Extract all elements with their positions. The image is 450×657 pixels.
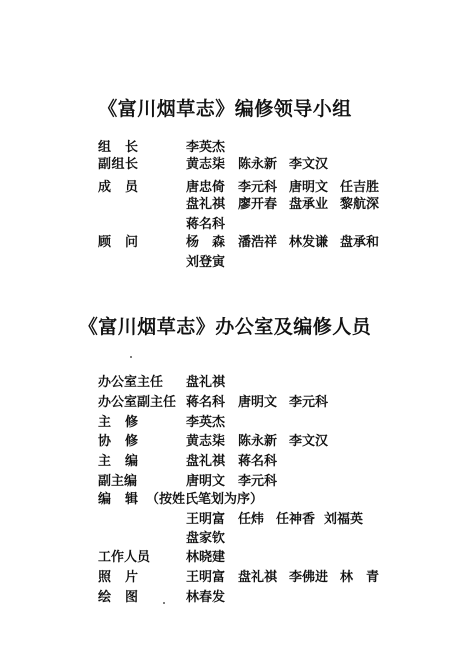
role-label: 照 片 [98, 570, 139, 585]
member-name: 黄志柒 [186, 434, 226, 449]
member-name: 李英杰 [186, 415, 226, 430]
member-name: 蒋名科 [238, 454, 278, 469]
member-name: 李文汉 [289, 434, 329, 449]
member-name: 蒋名科 [186, 217, 226, 232]
role-label: 顾 问 [98, 235, 139, 250]
member-name: 任吉胜 [340, 180, 380, 195]
member-name: 李元科 [238, 474, 278, 489]
member-name: 蒋名科 [186, 395, 226, 410]
member-name: 唐明文 [186, 474, 226, 489]
list-item [0, 392, 450, 414]
list-item [0, 547, 450, 569]
member-name: 盘礼祺 [186, 454, 226, 469]
member-name: 林春发 [186, 590, 226, 605]
member-name: 刘登寅 [186, 255, 226, 270]
member-name: 廖开春 [238, 197, 278, 212]
list-item [0, 232, 450, 254]
list-item [0, 587, 450, 609]
role-label: 编 辑 [98, 492, 139, 507]
list-item [0, 431, 450, 453]
member-name: 李元科 [289, 395, 329, 410]
section1-title: 《富川烟草志》编修领导小组 [98, 98, 352, 120]
member-name: 林 青 [340, 570, 380, 585]
member-name: 唐明文 [289, 180, 329, 195]
role-label: 主 编 [98, 454, 139, 469]
member-name: 潘浩祥 [238, 235, 278, 250]
member-name: 盘承业 [289, 197, 329, 212]
member-name: 林晓建 [186, 550, 226, 565]
member-name: 唐明文 [238, 395, 278, 410]
member-name: 盘承和 [340, 235, 380, 250]
member-name: 王明富 [186, 512, 226, 527]
ordering-note: （按姓氏笔划为序） [146, 492, 264, 507]
member-name: 盘家钦 [186, 531, 226, 546]
list-item [0, 567, 450, 589]
member-name: 李佛进 [289, 570, 329, 585]
role-label: 副主编 [98, 474, 138, 489]
member-name: 盘礼祺 [238, 570, 278, 585]
list-item [0, 451, 450, 473]
member-name: 黄志柒 [186, 157, 226, 172]
member-name: 任神香 [276, 512, 316, 527]
member-name: 李英杰 [186, 140, 226, 155]
member-name: 盘礼祺 [186, 375, 226, 390]
role-label: 办公室主任 [98, 375, 164, 390]
member-name: 刘福英 [324, 512, 364, 527]
member-name: 李文汉 [289, 157, 329, 172]
list-item [0, 154, 450, 176]
role-label: 办公室副主任 [98, 395, 177, 410]
member-name: 林发谦 [289, 235, 329, 250]
member-name: 李元科 [238, 180, 278, 195]
member-name: 陈永新 [238, 434, 278, 449]
list-item [0, 252, 450, 274]
member-name: 任炜 [238, 512, 265, 527]
role-label: 成 员 [98, 180, 139, 195]
member-name: 杨 森 [186, 235, 226, 250]
list-item [0, 372, 450, 394]
list-item [0, 194, 450, 216]
role-label: 绘 图 [98, 590, 139, 605]
role-label: 协 修 [98, 434, 139, 449]
role-label: 工作人员 [98, 550, 151, 565]
speck [130, 356, 132, 358]
role-label: 副组长 [98, 157, 139, 172]
member-name: 黎航深 [340, 197, 380, 212]
list-item [0, 489, 450, 511]
member-name: 陈永新 [238, 157, 278, 172]
role-label: 主 修 [98, 415, 139, 430]
member-name: 王明富 [186, 570, 226, 585]
member-name: 唐忠倚 [186, 180, 226, 195]
role-label: 组 长 [98, 140, 139, 155]
section2-title: 《富川烟草志》办公室及编修人员 [78, 316, 372, 338]
member-name: 盘礼祺 [186, 197, 226, 212]
speck [163, 602, 165, 604]
